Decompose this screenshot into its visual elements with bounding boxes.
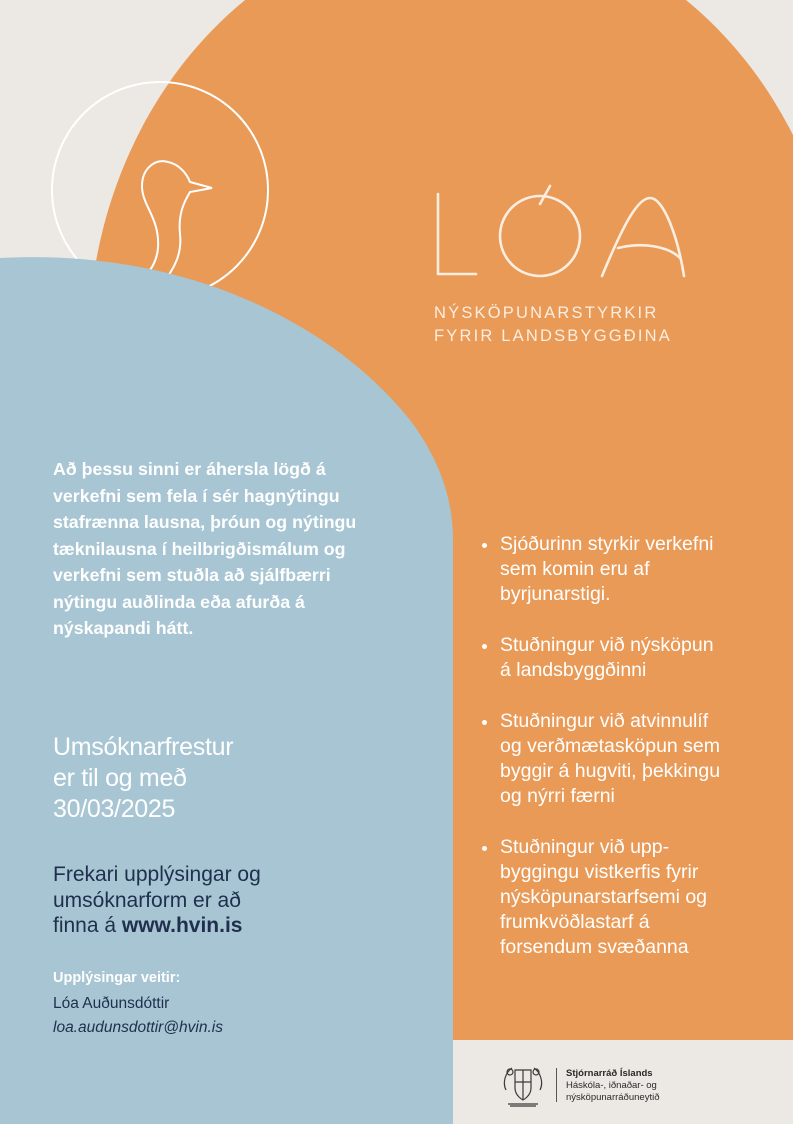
more-info-prefix: finna á xyxy=(53,914,122,937)
contact-block xyxy=(53,968,383,1040)
brand-tagline xyxy=(434,302,734,348)
more-info-line-2: umsóknarform er að xyxy=(53,888,241,912)
ministry-name: Stjórnarráð Íslands xyxy=(566,1068,653,1079)
contact-name: Lóa Auðunsdóttir xyxy=(53,995,170,1012)
deadline-line-2: er til og með xyxy=(53,764,187,792)
deadline-block xyxy=(53,732,373,825)
footer-divider xyxy=(556,1068,557,1102)
tagline-line-2: FYRIR LANDSBYGGÐINA xyxy=(434,327,673,345)
bullet-line: byggir á hugviti, þekkingu xyxy=(500,760,721,782)
loa-logo xyxy=(432,178,692,288)
bullet-item xyxy=(478,835,778,960)
bullet-item xyxy=(478,532,778,607)
bullet-line: Stuðningur við nýsköpun xyxy=(500,634,714,656)
bullet-item xyxy=(478,709,778,809)
bullet-line: sem komin eru af xyxy=(500,558,650,580)
bullet-list xyxy=(478,532,778,986)
contact-heading: Upplýsingar veitir: xyxy=(53,970,181,986)
more-info-line-3 xyxy=(53,913,383,939)
deadline-date: 30/03/2025 xyxy=(53,795,176,823)
tagline-line-1: NÝSKÖPUNARSTYRKIR xyxy=(434,304,659,322)
bullet-line: byrjunarstigi. xyxy=(500,583,611,605)
bullet-line: Stuðningur við atvinnulíf xyxy=(500,710,709,732)
ministry-dept-line-1: Háskóla-, iðnaðar- og xyxy=(566,1080,657,1091)
intro-paragraph: Að þessu sinni er áhersla lögð á verkefni sem fela í sér hagnýtingu stafrænna lausna, þróun og nýtingu tæknilausna í heilbrigðismálum og verkefni sem stuðla að sjálfbærri nýtingu auðlinda eða afurða á nýskapandi hátt. xyxy=(53,459,357,638)
more-info-block xyxy=(53,862,383,939)
bullet-item xyxy=(478,633,778,683)
bullet-line: og verðmætasköpun sem xyxy=(500,735,721,757)
ministry-block xyxy=(566,1068,786,1104)
bullet-line: og nýrri færni xyxy=(500,785,615,807)
website-link[interactable]: www.hvin.is xyxy=(121,914,243,937)
contact-email-link[interactable]: loa.audunsdottir@hvin.is xyxy=(53,1019,223,1036)
bullet-line: Sjóðurinn styrkir verkefni xyxy=(500,533,714,555)
bullet-line: nýsköpunarstarfsemi og xyxy=(500,886,708,908)
bullet-line: á landsbyggðinni xyxy=(500,659,647,681)
icelandic-coat-of-arms-icon xyxy=(500,1060,546,1110)
bullet-line: Stuðningur við upp- xyxy=(500,836,670,858)
bullet-line: byggingu vistkerfis fyrir xyxy=(500,861,699,883)
deadline-line-1: Umsóknarfrestur xyxy=(53,733,234,761)
ministry-dept-line-2: nýsköpunarráðuneytið xyxy=(566,1092,660,1103)
bullet-line: forsendum svæðanna xyxy=(500,936,689,958)
bullet-line: frumkvöðlastarf á xyxy=(500,911,650,933)
more-info-line-1: Frekari upplýsingar og xyxy=(53,863,261,886)
